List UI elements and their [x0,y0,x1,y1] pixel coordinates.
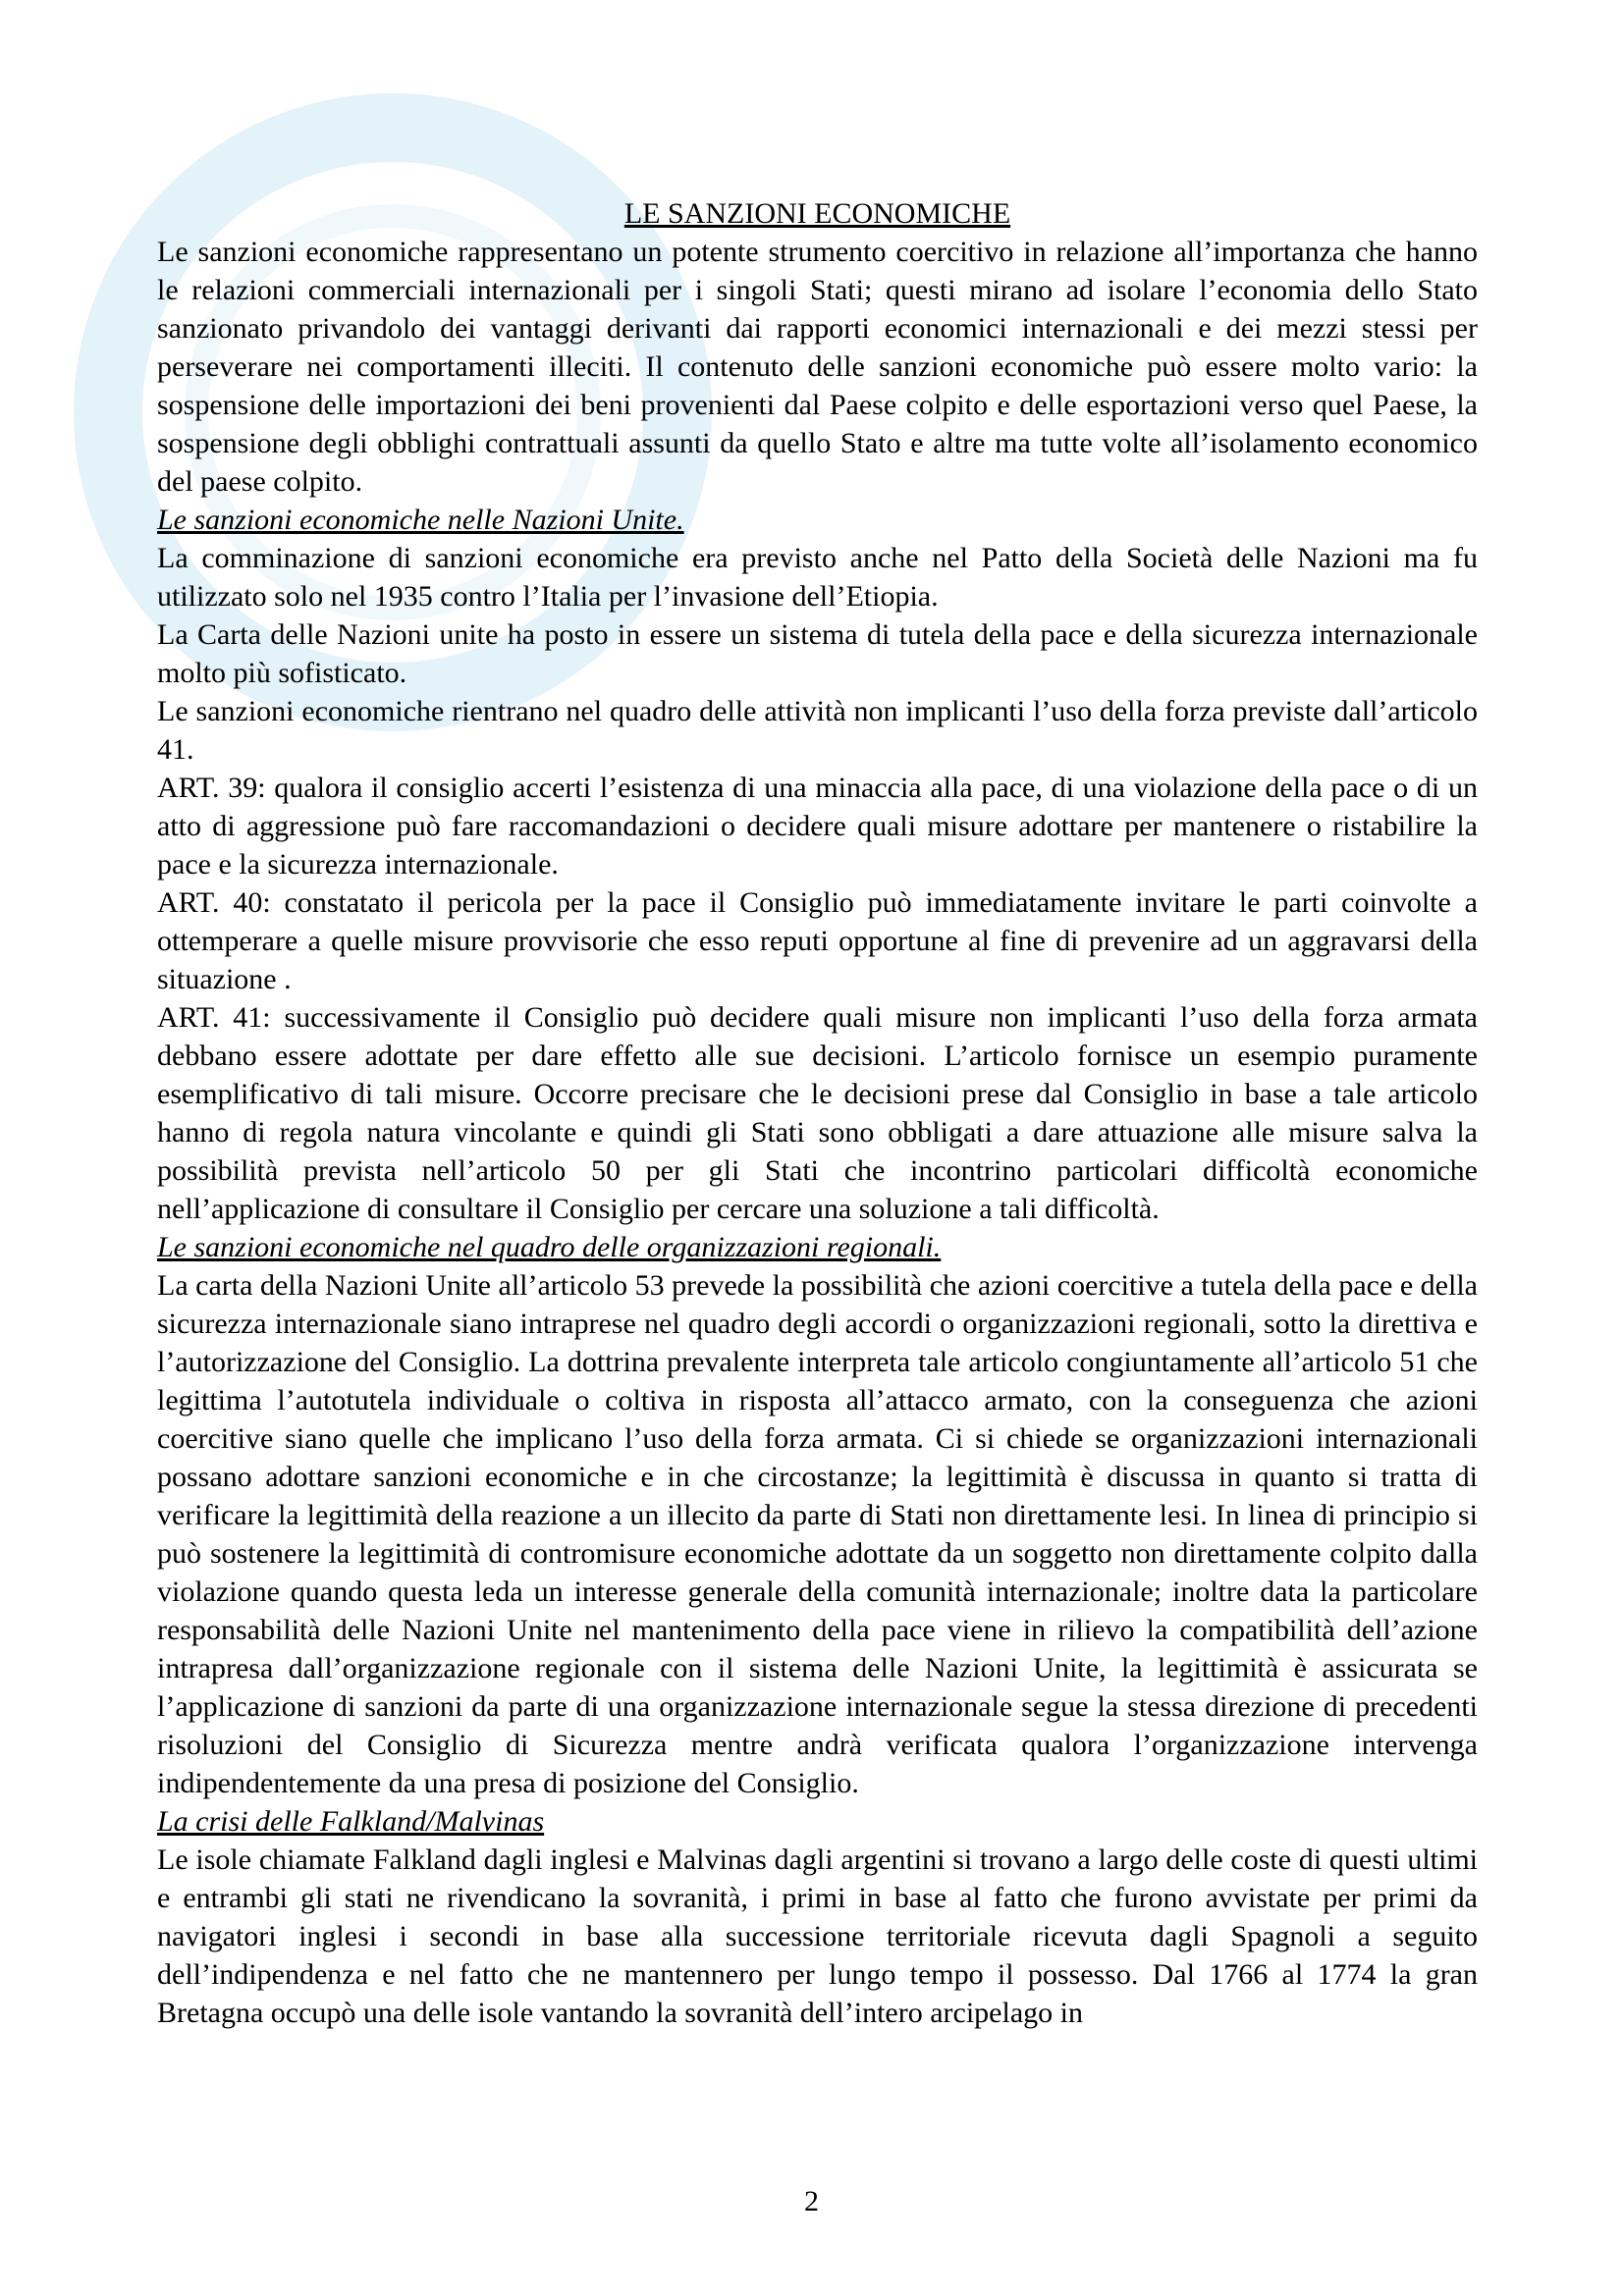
paragraph-societa-nazioni: La comminazione di sanzioni economiche era previsto anche nel Patto della Società delle Nazioni ma fu utilizzato solo nel 1935 contro l’Italia per l’invasione dell’Etiopia. [157,542,1478,613]
document-body [157,194,1478,2032]
intro-paragraph: Le sanzioni economiche rappresentano un potente strumento coercitivo in relazione all’importanza che hanno le relazioni commerciali internazionali per i singoli Stati; questi mirano ad isolare l’economia dello Stato sanzionato privandolo dei vantaggi derivanti dai rapporti economici internazionali e dei mezzi stessi per perseverare nei comportamenti illeciti. Il contenuto delle sanzioni economiche può essere molto vario: la sospensione delle importazioni dei beni provenienti dal Paese colpito e delle esportazioni verso quel Paese, la sospensione degli obblighi contrattuali assunti da quello Stato e altre ma tutte volte all’isolamento economico del paese colpito. [157,236,1478,498]
paragraph-organizzazioni-regionali: La carta della Nazioni Unite all’articolo 53 prevede la possibilità che azioni coercitive a tutela della pace e della sicurezza internazionale siano intraprese nel quadro degli accordi o organizzazioni regionali, sotto la direttiva e l’autorizzazione del Consiglio. La dottrina prevalente interpreta tale articolo congiuntamente all’articolo 51 che legittima l’autotutela individuale o coltiva in risposta all’attacco armato, con la conseguenza che azioni coercitive siano quelle che implicano l’uso della forza armata. Ci si chiede se organizzazioni internazionali possano adottare sanzioni economiche e in che circostanze; la legittimità è discussa in quanto si tratta di verificare la legittimità della reazione a un illecito da parte di Stati non direttamente lesi. In linea di principio si può sostenere la legittimità di contromisure economiche adottate da un soggetto non direttamente colpito dalla violazione quando questa leda un interesse generale della comunità internazionale; inoltre data la particolare responsabilità delle Nazioni Unite nel mantenimento della pace viene in rilievo la compatibilità dell’azione intrapresa dall’organizzazione regionale con il sistema delle Nazioni Unite, la legittimità è assicurata se l’applicazione di sanzioni da parte di una organizzazione internazionale segue la stessa direzione di precedenti risoluzioni del Consiglio di Sicurezza mentre andrà verificata qualora l’organizzazione intervenga indipendentemente da una presa di posizione del Consiglio. [157,1269,1478,1799]
page-number: 2 [804,2185,819,2217]
paragraph-carta-nazioni-unite: La Carta delle Nazioni unite ha posto in essere un sistema di tutela della pace e della sicurezza internazionale molto più sofisticato. [157,618,1478,689]
page-title: LE SANZIONI ECONOMICHE [623,197,1011,230]
paragraph-art-40: ART. 40: constatato il pericola per la pace il Consiglio può immediatamente invitare le parti coinvolte a ottemperare a quelle misure provvisorie che esso reputi opportune al fine di prevenire ad un aggravarsi della situazione . [157,886,1478,995]
section-heading-organizzazioni-regionali: Le sanzioni economiche nel quadro delle organizzazioni regionali. [157,1231,942,1263]
paragraph-falkland: Le isole chiamate Falkland dagli inglesi e Malvinas dagli argentini si trovano a largo delle coste di questi ultimi e entrambi gli stati ne rivendicano la sovranità, i primi in base al fatto che furono avvistate per primi da navigatori inglesi i secondi in base alla successione territoriale ricevuta dagli Spagnoli a seguito dell’indipendenza e nel fatto che ne mantennero per lungo tempo il possesso. Dal 1766 al 1774 la gran Bretagna occupò una delle isole vantando la sovranità dell’intero arcipelago in [157,1843,1478,2029]
paragraph-art-41: ART. 41: successivamente il Consiglio può decidere quali misure non implicanti l’uso della forza armata debbano essere adottate per dare effetto alle sue decisioni. L’articolo fornisce un esempio puramente esemplificativo di tali misure. Occorre precisare che le decisioni prese dal Consiglio in base a tale articolo hanno di regola natura vincolante e quindi gli Stati sono obbligati a dare attuazione alle misure salva la possibilità prevista nell’articolo 50 per gli Stati che incontrino particolari difficoltà economiche nell’applicazione di consultare il Consiglio per cercare una soluzione a tali difficoltà. [157,1001,1478,1225]
paragraph-articolo-41: Le sanzioni economiche rientrano nel quadro delle attività non implicanti l’uso della forza previste dall’articolo 41. [157,695,1478,766]
section-heading-falkland: La crisi delle Falkland/Malvinas [157,1805,545,1838]
section-heading-nazioni-unite: Le sanzioni economiche nelle Nazioni Unite. [157,504,684,536]
paragraph-art-39: ART. 39: qualora il consiglio accerti l’esistenza di una minaccia alla pace, di una violazione della pace o di un atto di aggressione può fare raccomandazioni o decidere quali misure adottare per mantenere o ristabilire la pace e la sicurezza internazionale. [157,772,1478,881]
